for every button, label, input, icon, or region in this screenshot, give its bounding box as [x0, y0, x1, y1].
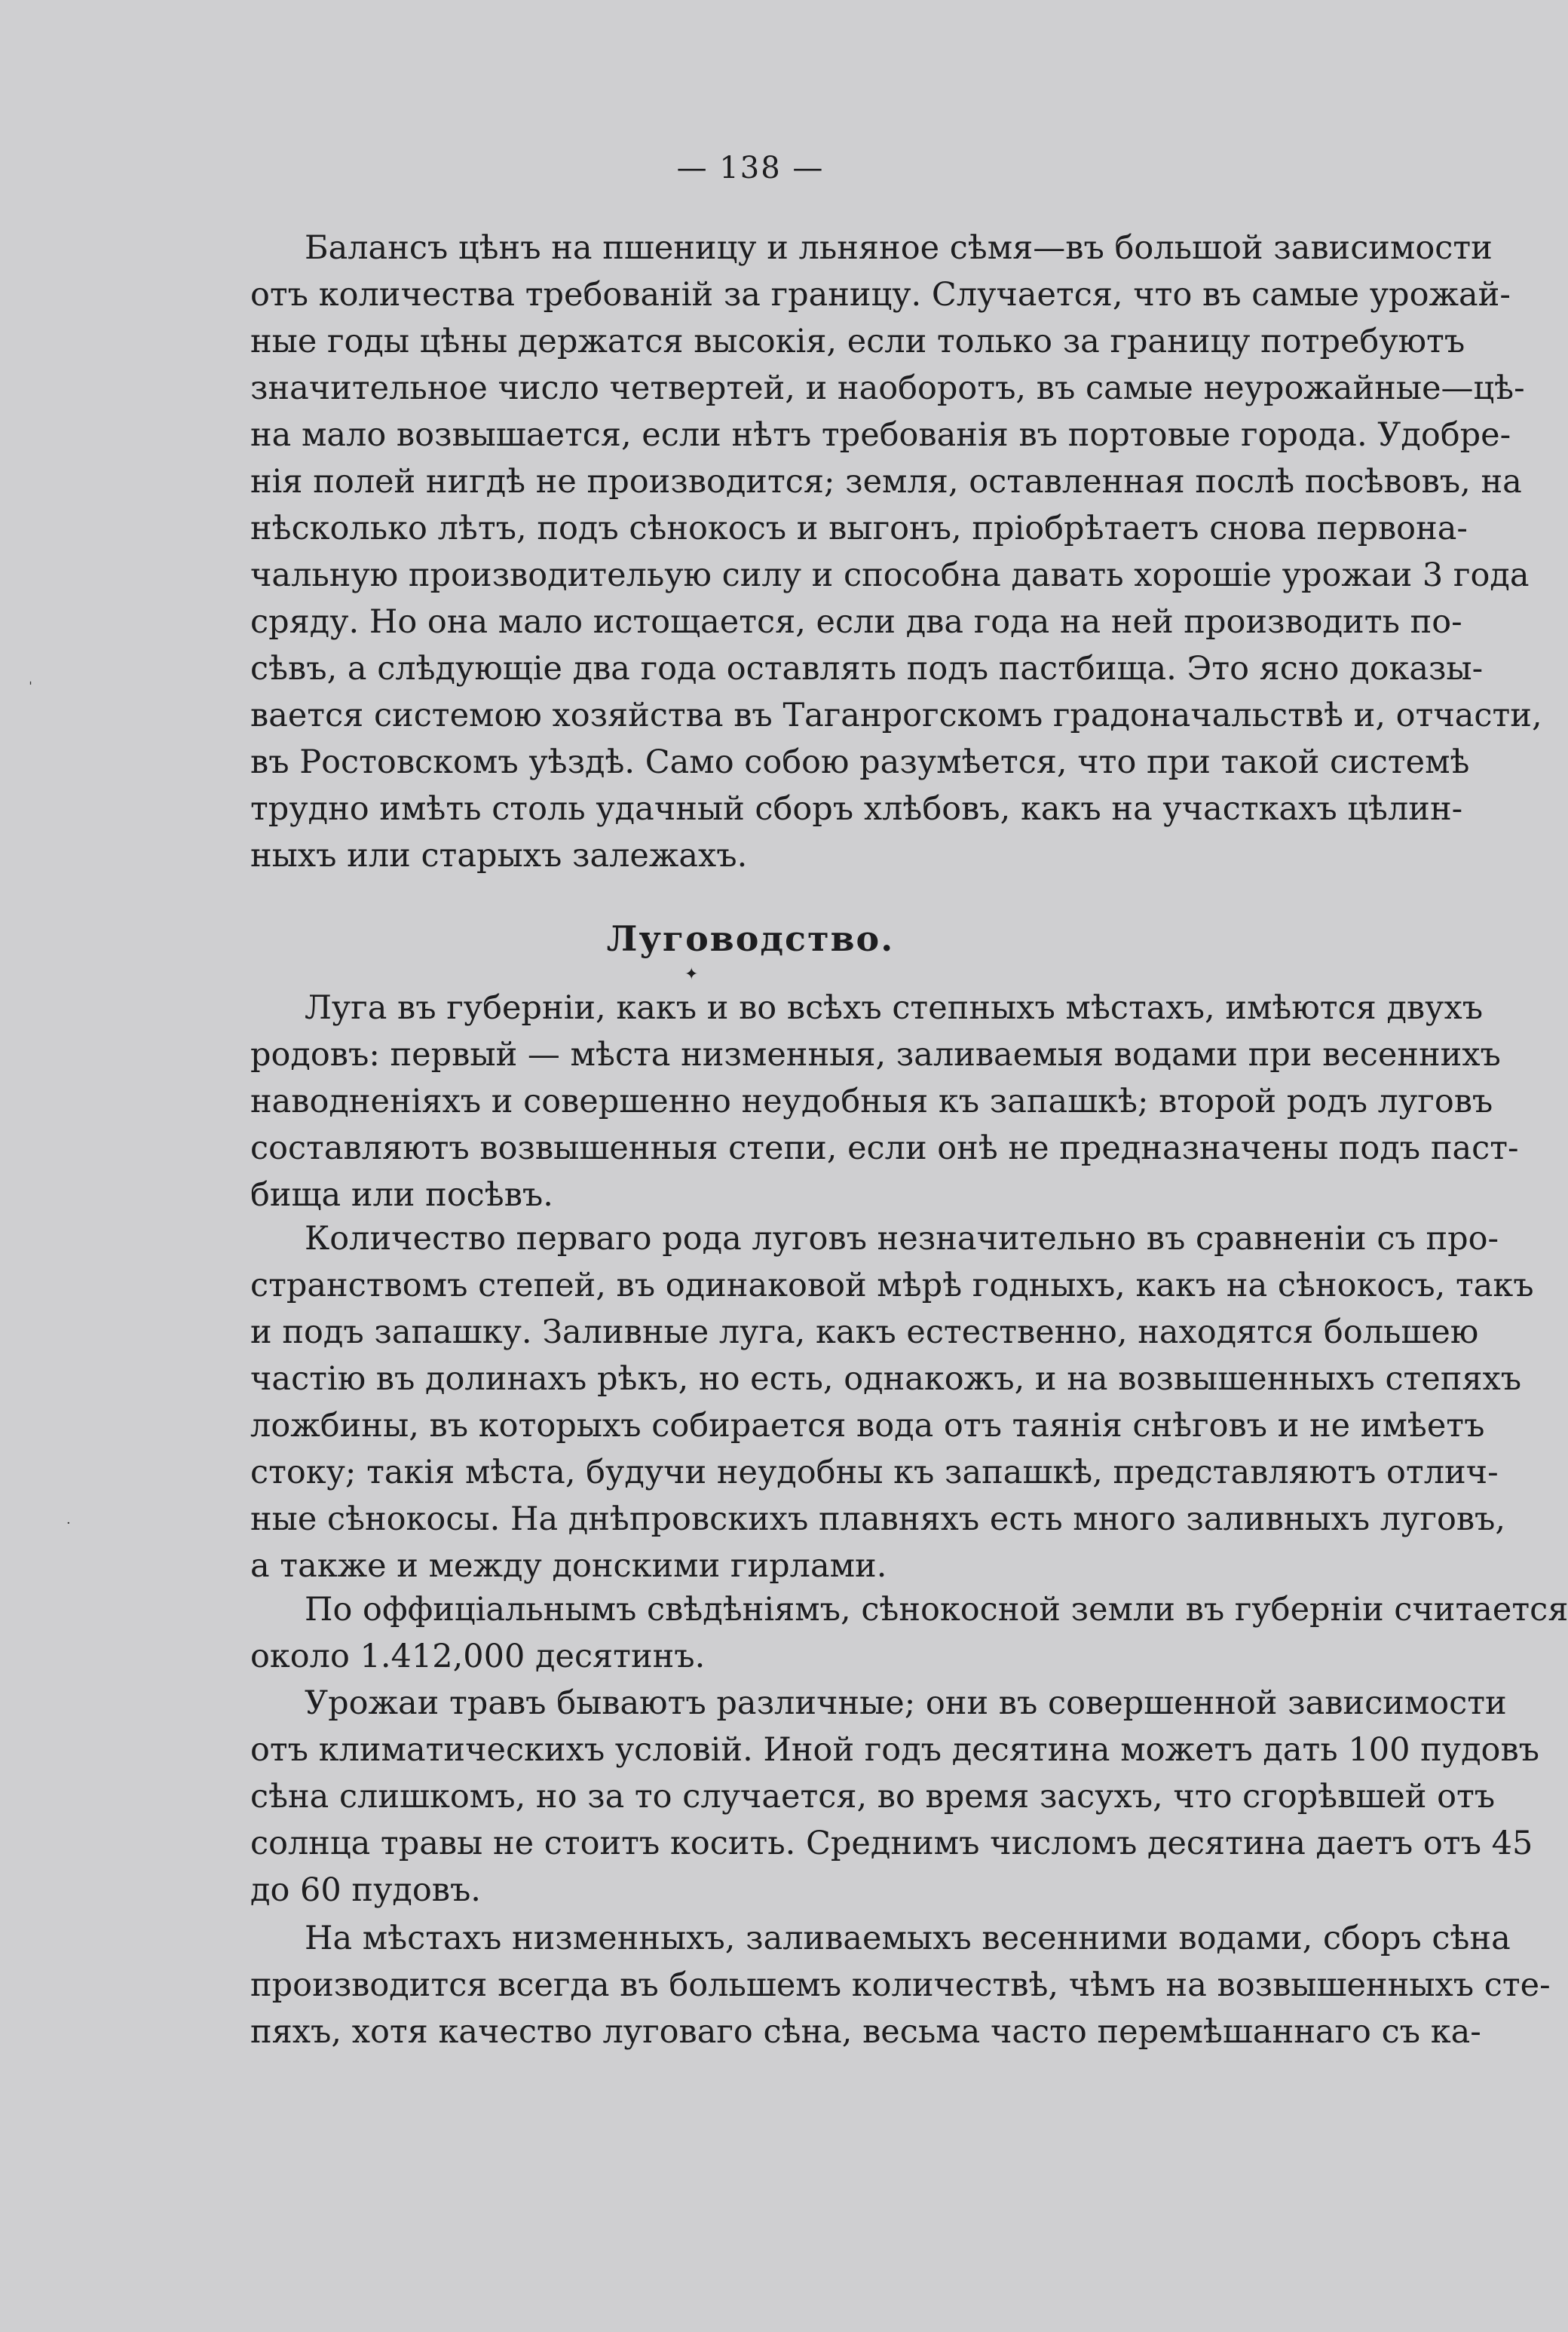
text-line: Балансъ цѣнъ на пшеницу и льняное сѣмя—въ большой зависимости	[305, 229, 1493, 267]
paragraph-4	[250, 1586, 1568, 1680]
text-line: Урожаи травъ бываютъ различные; они въ совершенной зависимости	[305, 1684, 1507, 1722]
text-line: По оффиціальнымъ свѣдѣніямъ, сѣнокосной земли въ губерніи считается	[305, 1591, 1568, 1629]
paragraph-1	[250, 225, 1542, 879]
print-speck: ·	[66, 1515, 71, 1531]
text-line: частію въ долинахъ рѣкъ, но есть, однакожъ, и на возвышенныхъ степяхъ	[250, 1360, 1522, 1398]
text-line: сѣвъ, а слѣдующіе два года оставлять подъ пастбища. Это ясно доказы-	[250, 650, 1484, 688]
text-line: Луга въ губерніи, какъ и во всѣхъ степныхъ мѣстахъ, имѣются двухъ	[305, 989, 1484, 1027]
text-line: до 60 пудовъ.	[250, 1871, 481, 1909]
text-line: странствомъ степей, въ одинаковой мѣрѣ годныхъ, какъ на сѣнокосъ, такъ	[250, 1267, 1534, 1304]
paragraph-3	[250, 1215, 1534, 1589]
text-line: сѣна слишкомъ, но за то случается, во время засухъ, что сгорѣвшей отъ	[250, 1778, 1496, 1816]
text-line: ные сѣнокосы. На днѣпровскихъ плавняхъ есть много заливныхъ луговъ,	[250, 1500, 1506, 1538]
text-line: ные годы цѣны держатся высокія, если только за границу потребуютъ	[250, 323, 1465, 360]
text-line: нѣсколько лѣтъ, подъ сѣнокосъ и выгонъ, пріобрѣтаетъ снова первона-	[250, 510, 1468, 547]
text-line: въ Ростовскомъ уѣздѣ. Само собою разумѣется, что при такой системѣ	[250, 743, 1470, 781]
text-line: бища или посѣвъ.	[250, 1176, 553, 1214]
text-line: сряду. Но она мало истощается, если два года на ней производить по-	[250, 603, 1462, 641]
paragraph-2	[250, 985, 1519, 1218]
text-line: пяхъ, хотя качество луговаго сѣна, весьма часто перемѣшаннаго съ ка-	[250, 2013, 1481, 2051]
text-line: значительное число четвертей, и наоборотъ, въ самые неурожайные—цѣ-	[250, 369, 1525, 407]
text-line: нія полей нигдѣ не производится; земля, оставленная послѣ посѣвовъ, на	[250, 463, 1522, 501]
page-number: — 138 —	[676, 151, 825, 185]
text-line: стоку; такія мѣста, будучи неудобны къ запашкѣ, представляютъ отлич-	[250, 1454, 1499, 1491]
paragraph-6	[250, 1915, 1551, 2055]
paragraph-5	[250, 1680, 1540, 1914]
text-line: производится всегда въ большемъ количествѣ, чѣмъ на возвышенныхъ сте-	[250, 1966, 1551, 2004]
text-line: наводненіяхъ и совершенно неудобныя къ запашкѣ; второй родъ луговъ	[250, 1083, 1493, 1120]
text-line: а также и между донскими гирлами.	[250, 1547, 887, 1585]
text-line: чальную производительую силу и способна давать хорошіе урожаи 3 года	[250, 556, 1530, 594]
text-line: ныхъ или старыхъ залежахъ.	[250, 837, 748, 875]
text-line: отъ климатическихъ условій. Иной годъ десятина можетъ дать 100 пудовъ	[250, 1731, 1540, 1769]
print-speck: ˌ	[29, 671, 32, 687]
text-line: и подъ запашку. Заливные луга, какъ естественно, находятся большею	[250, 1313, 1479, 1351]
text-line: На мѣстахъ низменныхъ, заливаемыхъ весенними водами, сборъ сѣна	[305, 1920, 1511, 1957]
section-heading: Луговодство.	[606, 918, 895, 959]
text-line: составляютъ возвышенныя степи, если онѣ не предназначены подъ паст-	[250, 1129, 1519, 1167]
text-line: трудно имѣть столь удачный сборъ хлѣбовъ, какъ на участкахъ цѣлин-	[250, 790, 1463, 828]
text-line: ложбины, въ которыхъ собирается вода отъ таянія снѣговъ и не имѣетъ	[250, 1407, 1485, 1445]
text-line: около 1.412,000 десятинъ.	[250, 1638, 706, 1675]
text-line: Количество перваго рода луговъ незначительно въ сравненіи съ про-	[305, 1220, 1499, 1258]
ornament-icon: ✦	[684, 965, 699, 984]
text-line: отъ количества требованій за границу. Случается, что въ самые урожай-	[250, 276, 1511, 314]
text-line: солнца травы не стоитъ косить. Среднимъ числомъ десятина даетъ отъ 45	[250, 1825, 1533, 1862]
text-line: на мало возвышается, если нѣтъ требованія въ портовые города. Удобре-	[250, 416, 1511, 454]
text-line: вается системою хозяйства въ Таганрогскомъ градоначальствѣ и, отчасти,	[250, 697, 1542, 734]
text-line: родовъ: первый — мѣста низменныя, заливаемыя водами при весеннихъ	[250, 1036, 1501, 1074]
